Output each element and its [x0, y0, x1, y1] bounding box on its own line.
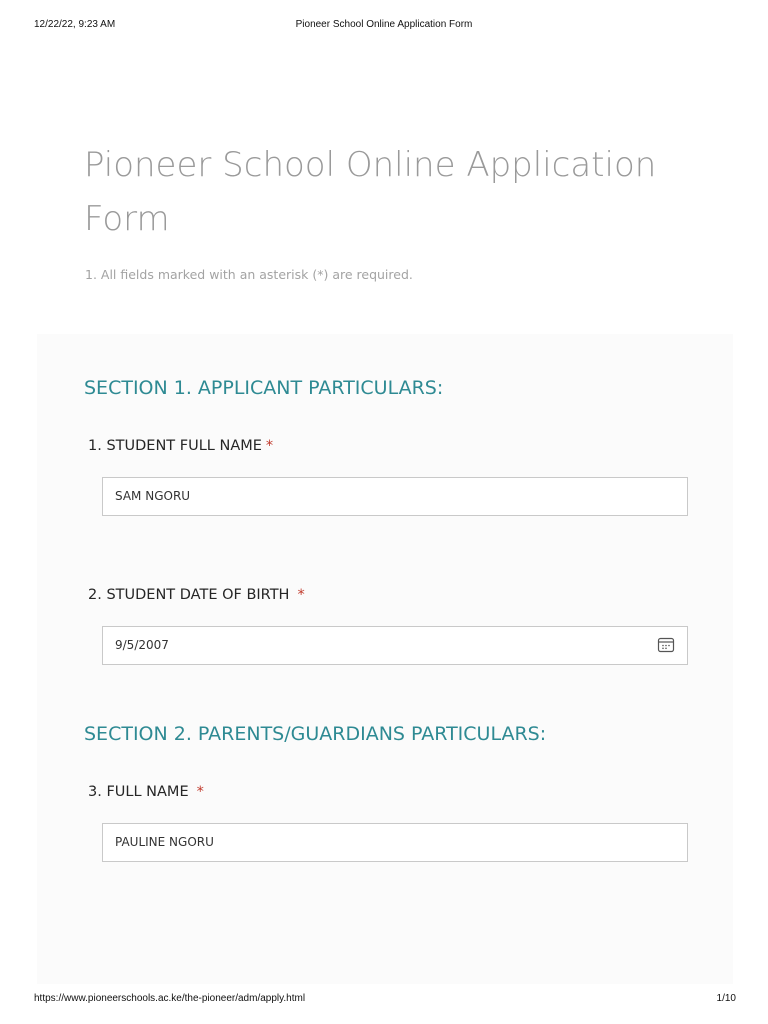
print-url: https://www.pioneerschools.ac.ke/the-pioneer/adm/apply.html: [34, 993, 306, 1004]
required-asterisk: *: [297, 587, 305, 603]
calendar-icon[interactable]: [657, 636, 675, 654]
section-1-title: SECTION 1. APPLICANT PARTICULARS:: [84, 377, 444, 399]
question-2-label: [88, 587, 305, 603]
required-asterisk: *: [196, 784, 204, 800]
required-asterisk: *: [265, 438, 274, 454]
question-3-text: 3. FULL NAME: [88, 784, 189, 800]
student-dob-input[interactable]: [102, 626, 688, 665]
print-page-number: 1/10: [716, 993, 736, 1004]
guardian-full-name-value: PAULINE NGORU: [115, 835, 214, 849]
form-title: Pioneer School Online Application Form: [84, 145, 657, 239]
print-footer: [0, 993, 768, 1007]
student-full-name-input[interactable]: [102, 477, 688, 516]
student-dob-value: 9/5/2007: [115, 638, 169, 652]
question-1-text: 1. STUDENT FULL NAME: [88, 438, 262, 454]
question-3-label: [88, 784, 204, 800]
question-1-label: [88, 438, 273, 454]
print-datetime: 12/22/22, 9:23 AM: [34, 19, 116, 30]
print-header: [0, 19, 768, 33]
section-2-title: SECTION 2. PARENTS/GUARDIANS PARTICULARS:: [84, 723, 547, 745]
form-description: 1. All fields marked with an asterisk (*) are required.: [85, 267, 413, 282]
question-2-text: 2. STUDENT DATE OF BIRTH: [88, 587, 290, 603]
student-full-name-value: SAM NGORU: [115, 489, 191, 503]
print-page-title: Pioneer School Online Application Form: [295, 19, 473, 30]
guardian-full-name-input[interactable]: [102, 823, 688, 862]
